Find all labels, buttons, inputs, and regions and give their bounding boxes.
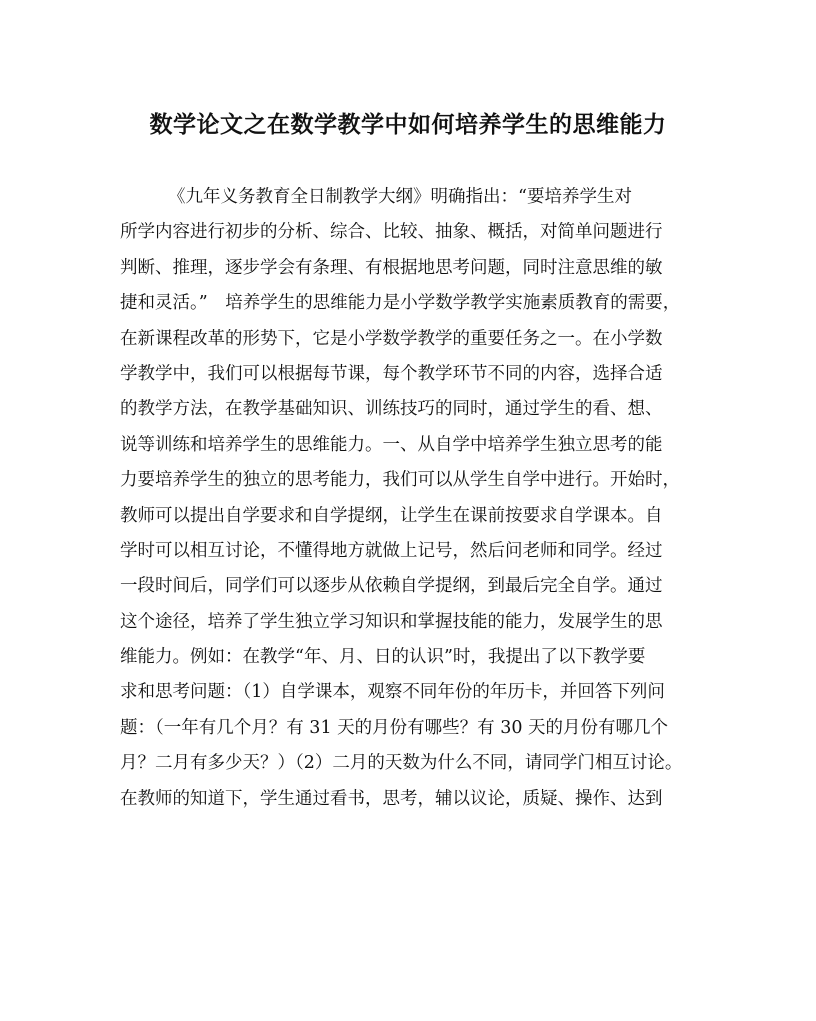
document-body: [120, 180, 710, 817]
paragraph-line: 学教学中，我们可以根据每节课，每个教学环节不同的内容，选择合适: [120, 363, 663, 384]
paragraph-line: 教师可以提出自学要求和自学提纲，让学生在课前按要求自学课本。自: [120, 505, 663, 526]
paragraph-line: 《九年义务教育全日制教学大纲》明确指出：“要培养学生对: [168, 187, 632, 207]
paragraph-line: 这个途径，培养了学生独立学习知识和掌握技能的能力，发展学生的思: [120, 611, 663, 632]
paragraph-line: 在新课程改革的形势下，它是小学数学教学的重要任务之一。在小学数: [120, 328, 663, 349]
paragraph-line: 说等训练和培养学生的思维能力。一、从自学中培养学生独立思考的能: [120, 434, 663, 455]
paragraph-line: 一段时间后，同学们可以逐步从依赖自学提纲，到最后完全自学。通过: [120, 576, 663, 597]
paragraph-line: 捷和灵活。” 培养学生的思维能力是小学数学教学实施素质教育的需要，: [120, 293, 681, 314]
document-title: 数学论文之在数学教学中如何培养学生的思维能力: [149, 111, 667, 138]
paragraph-line: 的教学方法，在教学基础知识、训练技巧的同时，通过学生的看、想、: [120, 399, 663, 420]
paragraph-line: 在教师的知道下，学生通过看书，思考，辅以议论，质疑、操作、达到: [120, 788, 663, 809]
paragraph-line: 题：（一年有几个月？有 31 天的月份有哪些？有 30 天的月份有哪几个: [120, 717, 669, 738]
paragraph-line: 所学内容进行初步的分析、综合、比较、抽象、概括，对简单问题进行: [120, 222, 663, 243]
paragraph-line: 力要培养学生的独立的思考能力，我们可以从学生自学中进行。开始时，: [120, 470, 680, 491]
paragraph-line: 判断、推理，逐步学会有条理、有根据地思考问题，同时注意思维的敏: [120, 257, 663, 278]
paragraph-line: 学时可以相互讨论，不懂得地方就做上记号，然后问老师和同学。经过: [120, 540, 663, 561]
paragraph-line: 求和思考问题：（1）自学课本，观察不同年份的年历卡，并回答下列问: [120, 682, 665, 703]
paragraph-line: 维能力。例如：在教学“年、月、日的认识”时，我提出了以下教学要: [120, 647, 646, 668]
paragraph-line: 月？二月有多少天？）（2）二月的天数为什么不同，请同学门相互讨论。: [120, 753, 683, 774]
